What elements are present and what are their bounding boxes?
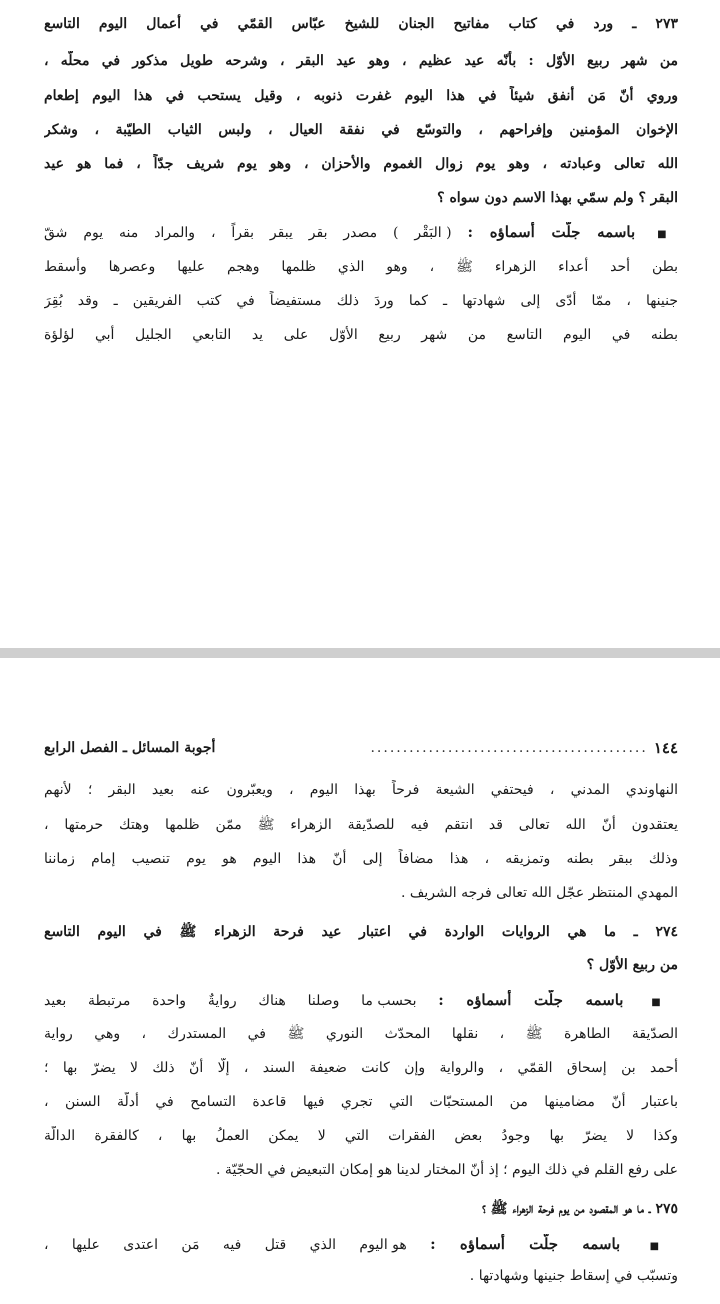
page-bottom — [0, 658, 720, 1304]
bullet-square-icon: ■ — [651, 997, 678, 1008]
question-number: ٢٧٣ — [655, 16, 678, 32]
question-273-line-1: ٢٧٣ ـ ورد في كتاب مفاتيح الجنان للشيخ عبّاس القمّي في أعمال اليوم التاسع — [44, 16, 678, 32]
question-274-line-2: من ربيع الأوّل ؟ — [586, 957, 678, 973]
answer-273-line-1: ■ باسمه جلّت أسماؤه : ( البَقْر ) مصدر بقر يبقر بقراً ، والمراد منه يوم شقّ — [44, 223, 678, 241]
question-275-line-1: ٢٧٥ ـ ما هو المقصود من يوم فرحة الزهراء ﷺ ؟ — [481, 1201, 678, 1217]
running-header — [44, 738, 678, 758]
answer-label: باسمه جلّت أسماؤه : — [430, 1235, 621, 1253]
question-273-line-3: وروي أنّ مَن أنفق شيئاً في هذا اليوم غفرت ذنوبه ، وقيل يستحب في هذا اليوم إطعام — [44, 88, 678, 104]
answer-274-line-5: وكذا لا يضرّ بها وجودُ بعض الفقرات التي لا يمكن العملُ بها ، كالفقرة الدالّة — [44, 1128, 678, 1144]
page-number: ١٤٤ — [653, 739, 678, 757]
page-separator — [0, 648, 720, 658]
answer-274-line-6: على رفع القلم في ذلك اليوم ؛ إذ أنّ المختار لدينا هو إمكان التبعيض في الحجّيّة . — [216, 1162, 678, 1178]
continuation-line-2: يعتقدون أنّ الله تعالى قد انتقم فيه للصدّيقة الزهراء ﷺ ممّن ظلمها وهتك حرمتها ، — [44, 817, 678, 833]
header-dots: ........................................... — [370, 740, 648, 756]
question-273-line-4: الإخوان المؤمنين وإفراحهم ، والتوسّع في نفقة العيال ، ولبس الثياب الطيّبة ، وشكر — [44, 122, 678, 138]
answer-273-line-4: بطنه في اليوم التاسع من شهر ربيع الأوّل على يد التابعي الجليل أبي لؤلؤة — [44, 327, 678, 343]
answer-275-line-2: وتسبّب في إسقاط جنينها وشهادتها . — [469, 1268, 678, 1284]
answer-label: باسمه جلّت أسماؤه : — [467, 223, 636, 241]
continuation-line-4: المهدي المنتظر عجّل الله تعالى فرجه الشريف . — [401, 885, 678, 901]
answer-275-line-1: ■ باسمه جلّت أسماؤه : هو اليوم الذي قتل فيه مَن اعتدى عليها ، — [44, 1235, 678, 1253]
question-273-line-5: الله تعالى وعبادته ، وهو يوم زوال الغموم والأحزان ، وهو يوم شريف جدّاً ، فما هو عيد — [44, 156, 678, 172]
answer-274-line-1: ■ باسمه جلّت أسماؤه : بحسب ما وصلنا هناك روايةٌ واحدة مرتبطة بعيد — [44, 991, 678, 1009]
answer-274-line-3: أحمد بن إسحاق القمّي ، والرواية وإن كانت ضعيفة السند ، إلّا أنّ ذلك لا يضرّ بها ؛ — [44, 1060, 678, 1076]
answer-label: باسمه جلّت أسماؤه : — [438, 991, 624, 1009]
answer-273-line-3: جنينها ، ممّا أدّى إلى شهادتها ـ كما وردَ ذلك مستفيضاً في كتب الفريقين ـ وقد بُقِرَ — [44, 293, 678, 309]
bullet-square-icon: ■ — [657, 229, 678, 240]
question-273-line-2: من شهر ربيع الأوّل : بأنّه عيد عظيم ، وهو عيد البقر ، وشرحه طويل مذكور في محلّه ، — [44, 53, 678, 69]
question-number: ٢٧٥ — [655, 1201, 678, 1217]
question-274-line-1: ٢٧٤ ـ ما هي الروايات الواردة في اعتبار عيد فرحة الزهراء ﷺ في اليوم التاسع — [44, 924, 678, 940]
answer-273-line-2: بطن أحد أعداء الزهراء ﷺ ، وهو الذي ظلمها وهجم عليها وعصرها وأسقط — [44, 259, 678, 275]
answer-274-line-2: الصدّيقة الطاهرة ﷺ ، نقلها المحدّث النوري ﷺ في المستدرك ، وهي رواية — [44, 1026, 678, 1042]
continuation-line-3: وذلك ببقر بطنه وتمزيقه ، هذا مضافاً إلى أنّ هذا اليوم هو يوم تنصيب إمام زماننا — [44, 851, 678, 867]
bullet-square-icon: ■ — [649, 1241, 678, 1252]
question-number: ٢٧٤ — [655, 924, 678, 940]
continuation-line-1: النهاوندي المدني ، فيحتفي الشيعة فرحاً بهذا اليوم ، ويعبّرون عنه بعيد البقر ؛ لأنهم — [44, 782, 678, 798]
question-273-line-6: البقر ؟ ولم سمّي بهذا الاسم دون سواه ؟ — [437, 190, 678, 206]
answer-274-line-4: باعتبار أنّ مضامينها من المستحبّات التي تجري فيها قاعدة التسامح في أدلّة السنن ، — [44, 1094, 678, 1110]
page-top — [0, 0, 720, 648]
running-title: أجوبة المسائل ـ الفصل الرابع — [44, 740, 216, 756]
